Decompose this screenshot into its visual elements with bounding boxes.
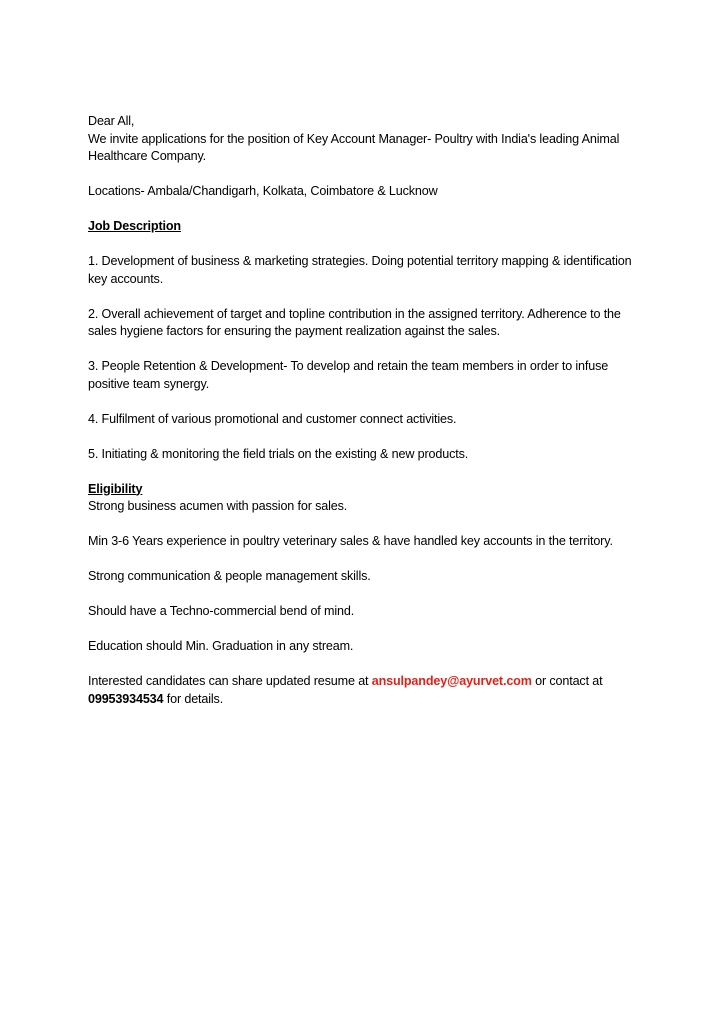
letter-body — [88, 113, 648, 726]
eligibility-item-3: Strong communication & people management skills. — [88, 569, 371, 583]
intro-paragraph: We invite applications for the position of Key Account Manager- Poultry with India's leading Animal Healthcare Company. — [88, 131, 620, 163]
locations-line: Locations- Ambala/Chandigarh, Kolkata, Coimbatore & Lucknow — [88, 184, 438, 198]
job-item-5: 5. Initiating & monitoring the field trials on the existing & new products. — [88, 446, 469, 461]
job-item-1: 1. Development of business & marketing strategies. Doing potential territory mapping & identification key accounts. — [88, 254, 632, 286]
eligibility-item-5: Education should Min. Graduation in any stream. — [88, 639, 354, 653]
contact-phone: 09953934534 — [88, 691, 164, 706]
eligibility-item-4: Should have a Techno-commercial bend of mind. — [88, 604, 355, 618]
job-item-4: 4. Fulfilment of various promotional and customer connect activities. — [88, 411, 457, 426]
job-description-heading: Job Description — [88, 219, 181, 233]
eligibility-heading: Eligibility — [88, 481, 143, 496]
contact-paragraph — [88, 673, 648, 708]
eligibility-item-1: Strong business acumen with passion for sales. — [88, 499, 348, 513]
contact-middle: or contact at — [531, 674, 603, 688]
contact-prefix: Interested candidates can share updated resume at — [88, 674, 372, 688]
job-item-2: 2. Overall achievement of target and topline contribution in the assigned territory. Adherence to the sales hygiene factors for ensuring the payment realization against the sales. — [88, 306, 621, 338]
contact-email-link[interactable]: ansulpandey@ayurvet.com — [371, 674, 532, 688]
eligibility-item-2: Min 3-6 Years experience in poultry veterinary sales & have handled key accounts in the territory. — [88, 534, 613, 548]
greeting: Dear All, — [88, 114, 135, 128]
contact-suffix: for details. — [163, 691, 224, 706]
job-item-3: 3. People Retention & Development- To develop and retain the team members in order to infuse positive team synergy. — [88, 359, 609, 391]
